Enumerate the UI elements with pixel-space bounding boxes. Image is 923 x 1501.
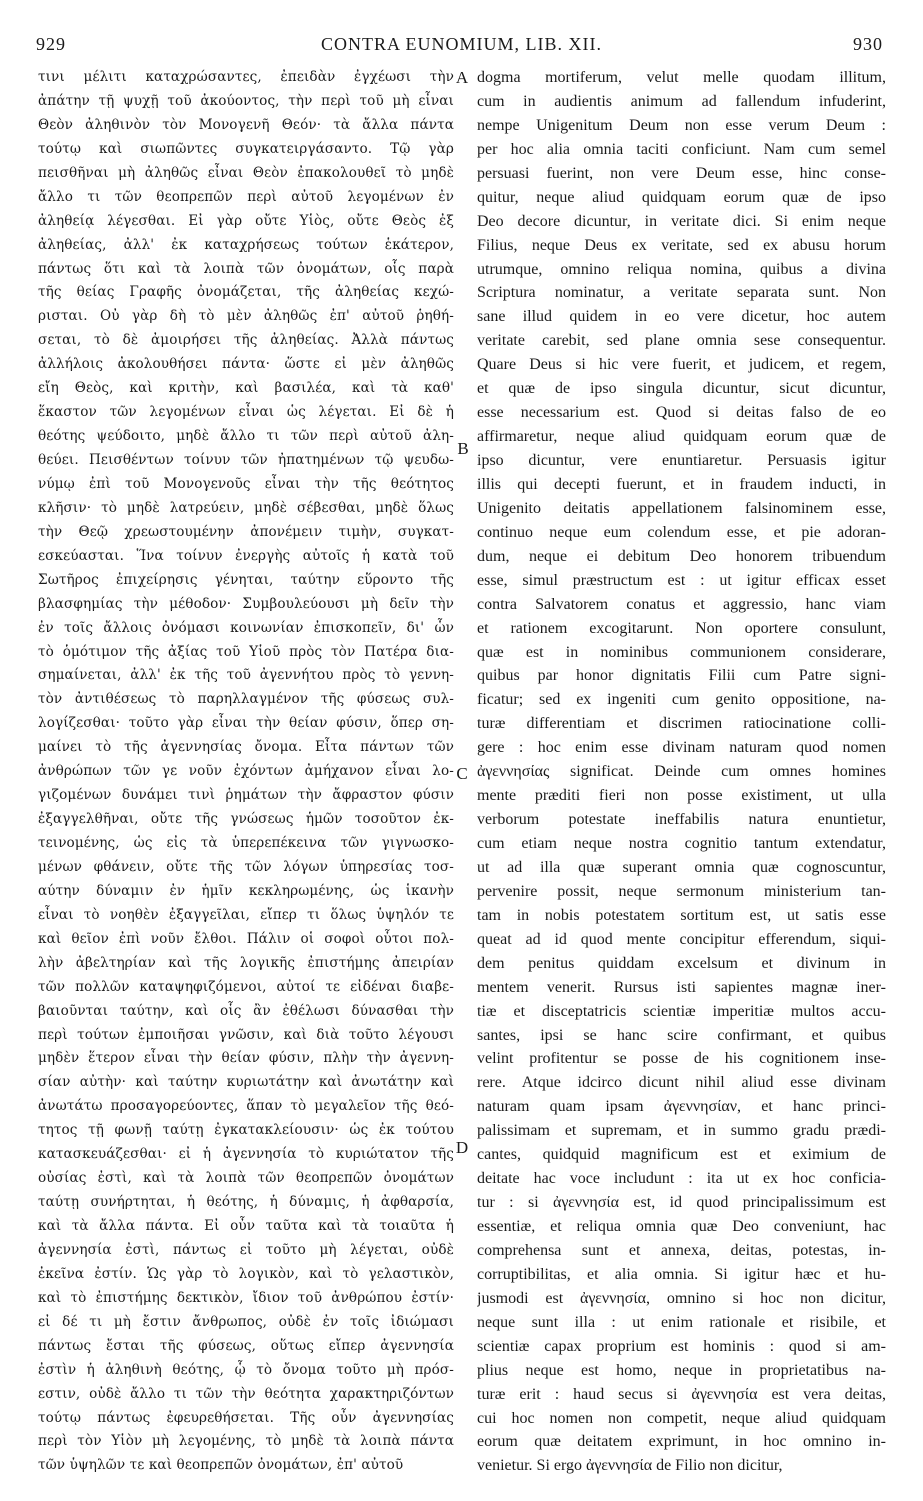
- latin-text-line: ficatur; sed ex ingeniti cum genito oppositione, na-: [477, 691, 886, 709]
- latin-text-line: cantes, quidquid magnificum est et eximium de: [477, 1146, 886, 1164]
- latin-text-line: turæ differentiam et discrimen ratiocinatione colli-: [477, 715, 886, 733]
- latin-text-line: ἀγεννησίας significat. Deinde cum omnes homines: [477, 763, 886, 781]
- latin-text-line: palissimam et supremam, et in summo gradu prædi-: [477, 1122, 886, 1140]
- latin-text-line: ipso dicuntur, vere enuntiaretur. Persuasis igitur: [477, 452, 886, 469]
- greek-text-line: πάντως ὅτι καὶ τὰ λοιπὰ τῶν ὀνομάτων, οἷς παρὰ: [38, 260, 454, 277]
- greek-text-line: τὴν Θεῷ χρεωστουμένην ἀπονέμειν τιμὴν, συγκατ-: [38, 523, 454, 540]
- greek-text-line: πάντως ἔσται τῆς φύσεως, οὕτως εἴπερ ἀγεννησία: [38, 1337, 454, 1354]
- latin-text-line: neque sunt illa : ut enim rationale et risibile, et: [477, 1313, 886, 1331]
- latin-text-line: contra Salvatorem conatus et aggressio, hanc viam: [477, 595, 886, 613]
- latin-text-line: nempe Unigenitum Deum non esse verum Deum :: [477, 116, 886, 134]
- greek-text-line: εστιν, οὐδὲ ἄλλο τι τῶν τὴν θεότητα χαρακτηριζόντων: [38, 1385, 454, 1402]
- latin-text-line: rere. Atque idcirco dicunt nihil aliud esse divinam: [477, 1074, 886, 1092]
- latin-text-line: comprehensa sunt et annexa, deitas, potestas, in-: [477, 1241, 886, 1259]
- greek-text-line: τῶν πολλῶν καταψηφιζόμενοι, αὐτοί τε εἰδέναι διαβε-: [38, 978, 454, 995]
- section-marker-b: B: [457, 439, 469, 458]
- latin-text-line: esse necessarium est. Quod si deitas falso de eo: [477, 404, 886, 422]
- latin-text-line: tiæ et disceptatricis scientiæ imperitiæ multos accu-: [477, 1002, 886, 1020]
- greek-text-line: τούτῳ καὶ σιωπῶντες συγκατειργάσαντο. Τῷ γὰρ: [38, 140, 454, 157]
- greek-text-line: τὸν ἀντιθέσεως τὸ παρηλλαγμένον τῆς φύσεως συλ-: [38, 691, 454, 708]
- greek-text-line: κατασκευάζεσθαι· εἰ ἡ ἀγεννησία τὸ κυριώτατον τῆς: [38, 1146, 454, 1163]
- latin-text-line: mentem venerit. Rursus isti sapientes magnæ iner-: [477, 978, 886, 996]
- latin-text-line: ut ad illa quæ superant omnia quæ cognoscuntur,: [477, 858, 886, 876]
- latin-text-line: jusmodi est ἀγεννησία, omnino si hoc non dicitur,: [477, 1289, 886, 1307]
- latin-text-line: continuo neque eum colendum esse, et pie adoran-: [477, 523, 886, 541]
- greek-text-line: ἐξαγγελθῆναι, οὔτε τῆς γνώσεως ἡμῶν τοσοῦτον ἐκ-: [38, 811, 454, 828]
- latin-text-line: venietur. Si ergo ἀγεννησία de Filio non dicitur,: [477, 1457, 783, 1475]
- greek-text-line: καὶ τὸ ἐπιστήμης δεκτικὸν, ἴδιον τοῦ ἀνθρώπου ἐστίν·: [38, 1289, 454, 1306]
- greek-text-line: καὶ θεῖον ἐπὶ νοῦν ἔλθοι. Πάλιν οἱ σοφοὶ οὗτοι πολ-: [38, 930, 454, 947]
- latin-text-line: tur : si ἀγεννησία est, id quod principalissimum est: [477, 1194, 886, 1212]
- latin-text-line: persuasi fuerint, non vere Deum esse, hinc conse-: [477, 164, 886, 182]
- greek-text-line: ἐκεῖνα ἐστίν. Ὡς γὰρ τὸ λογικὸν, καὶ τὸ γελαστικὸν,: [38, 1265, 454, 1282]
- greek-text-line: τὸ ὁμότιμον τῆς ἀξίας τοῦ Υἱοῦ πρὸς τὸν Πατέρα δια-: [38, 643, 454, 660]
- greek-text-line: ἀλλήλοις ἀκολουθήσει πάντα· ὥστε εἰ μὲν ἀληθῶς: [38, 356, 454, 373]
- latin-text-line: corruptibilitas, et alia omnia. Si igitur hæc et hu-: [477, 1265, 886, 1283]
- greek-text-line: αύτην δύναμιν ἐν ἡμῖν κεκληρωμένης, ὡς ἱκανὴν: [38, 882, 454, 899]
- greek-text-line: κλῆσιν· τὸ μηδὲ λατρεύειν, μηδὲ σέβεσθαι, μηδὲ ὅλως: [38, 499, 454, 516]
- greek-text-line: Θεὸν ἀληθινὸν τὸν Μονογενῆ Θεόν· τὰ ἄλλα πάντα: [38, 116, 454, 133]
- latin-text-line: quæ est in nominibus communionem considerare,: [477, 643, 886, 661]
- greek-text-line: βαιοῦνται ταύτην, καὶ οἷς ἂν ἐθέλωσι δύνασθαι τὴν: [38, 1002, 454, 1019]
- latin-text-line: turæ erit : haud secus si ἀγεννησία est vera deitas,: [477, 1385, 886, 1403]
- greek-text-line: λογίζεσθαι· τοῦτο γὰρ εἶναι τὴν θείαν φύσιν, ὅπερ ση-: [38, 715, 454, 732]
- latin-text-line: dum, neque ei debitum Deo honorem tribuendum: [477, 547, 886, 565]
- latin-text-line: quitur, neque aliud quidquam eorum quæ de ipso: [477, 188, 886, 206]
- latin-text-line: et quæ de ipso singula dicuntur, sicut dicuntur,: [477, 380, 886, 398]
- page-number-right: 930: [853, 34, 883, 54]
- greek-text-line: ἀνωτάτω προσαγορεύοντες, ἅπαν τὸ μεγαλεῖον τῆς θεό-: [38, 1098, 454, 1115]
- latin-text-line: dogma mortiferum, velut melle quodam illitum,: [477, 69, 886, 86]
- section-marker-c: C: [456, 764, 468, 783]
- latin-text-line: per hoc alia omnia taciti conficiunt. Nam cum semel: [477, 140, 886, 158]
- page-number-left: 929: [36, 34, 66, 54]
- latin-text-line: Unigenito deitatis appellationem falsinominem esse,: [477, 499, 886, 517]
- greek-text-line: εἰ δέ τι μὴ ἔστιν ἄνθρωπος, οὐδὲ ἐν τοῖς ἰδιώμασι: [38, 1313, 454, 1330]
- greek-text-line: ἕκαστον τῶν λεγομένων εἶναι ὡς λέγεται. Εἰ δὲ ἡ: [38, 404, 454, 421]
- latin-text-line: gere : hoc enim esse divinam naturam quod nomen: [477, 739, 886, 757]
- latin-text-line: cum in audientis animum ad fallendum infuderint,: [477, 92, 886, 110]
- latin-text-line: verborum potestate ineffabilis natura enuntietur,: [477, 811, 886, 829]
- latin-text-line: tam in nobis potestatem sortitum est, ut satis esse: [477, 906, 886, 924]
- latin-text-line: Filius, neque Deus ex veritate, sed ex abusu horum: [477, 236, 886, 254]
- greek-text-line: βλασφημίας τὴν μέθοδον· Συμβουλεύουσι μὴ δεῖν τὴν: [38, 595, 454, 612]
- latin-text-line: Quare Deus si hic vere fuerit, et judicem, et regem,: [477, 356, 886, 374]
- greek-text-line: μηδὲν ἕτερον εἶναι τὴν θείαν φύσιν, πλὴν τὴν ἀγεννη-: [38, 1050, 454, 1067]
- latin-text-column: [477, 66, 886, 1478]
- latin-text-line: velint profitentur se posse de his cognitionem inse-: [477, 1050, 886, 1068]
- greek-text-line: εἶναι τὸ νοηθὲν ἐξαγγεῖλαι, εἴπερ τι ὅλως ὑψηλόν τε: [38, 906, 454, 923]
- running-title: CONTRA EUNOMIUM, LIB. XII.: [321, 34, 602, 54]
- latin-text-line: pervenire possit, neque sermonum ministerium tan-: [477, 882, 886, 900]
- greek-text-line: περὶ τούτων ἐμποιῆσαι γνῶσιν, καὶ διὰ τοῦτο λέγουσι: [38, 1026, 454, 1043]
- latin-text-line: deitate hac voce includunt : ita ut ex hoc conficia-: [477, 1170, 886, 1188]
- greek-text-line: καὶ τὰ ἄλλα πάντα. Εἰ οὖν ταῦτα καὶ τὰ τοιαῦτα ἡ: [38, 1218, 454, 1234]
- latin-text-line: eorum quæ deitatem exprimunt, in hoc omnino in-: [477, 1433, 886, 1451]
- greek-text-line: σημαίνεται, ἀλλ' ἐκ τῆς τοῦ ἀγεννήτου πρὸς τὸ γεννη-: [38, 667, 454, 684]
- greek-text-line: τητος τῇ φωνῇ ταύτῃ ἐγκατακλείουσιν· ὡς ἐκ τούτου: [38, 1122, 454, 1139]
- latin-text-line: mente præditi fieri non posse existiment, ut ulla: [477, 787, 886, 805]
- latin-text-line: naturam quam ipsam ἀγεννησίαν, et hanc princi-: [477, 1098, 886, 1116]
- greek-text-line: θεύει. Πεισθέντων τοίνυν τῶν ἠπατημένων τῷ ψευδω-: [38, 452, 454, 468]
- latin-text-line: sane illud quidem in eo vere dicetur, hoc autem: [477, 308, 886, 326]
- latin-text-line: scientiæ capax proprium est hominis : quod si am-: [477, 1337, 886, 1355]
- latin-text-line: Deo decore dicuntur, in veritate dici. Si enim neque: [477, 212, 886, 230]
- greek-text-line: ἀπάτην τῇ ψυχῇ τοῦ ἀκούοντος, τὴν περὶ τοῦ μὴ εἶναι: [38, 92, 454, 109]
- greek-text-column: [38, 66, 454, 1478]
- greek-text-line: λὴν ἀβελτηρίαν καὶ τῆς λογικῆς ἐπιστήμης ἀπειρίαν: [38, 954, 454, 971]
- greek-text-line: ἀνθρώπων τῶν γε νοῦν ἐχόντων ἀμήχανον εἶναι λο-: [38, 763, 454, 780]
- greek-text-line: ἀληθείας, ἀλλ' ἐκ καταχρήσεως τούτων ἑκάτερον,: [38, 236, 454, 253]
- latin-text-line: Scriptura nominatur, a veritate separata sunt. Non: [477, 284, 886, 302]
- greek-text-line: εσκεύασται. Ἵνα τοίνυν ἐνεργὴς αὐτοῖς ἡ κατὰ τοῦ: [38, 547, 454, 564]
- latin-text-line: santes, ipsi se hanc scire confirmant, et quibus: [477, 1026, 886, 1044]
- greek-text-line: ἐν τοῖς ἄλλοις ὀνόμασι κοινωνίαν ἐπισκοπεῖν, δι' ὧν: [38, 619, 454, 636]
- greek-text-line: γιζομένων δυνάμει τινὶ ῥημάτων τὴν ἄφραστον φύσιν: [38, 787, 454, 804]
- greek-text-line: ἄλλο τι τῶν θεοπρεπῶν περὶ αὐτοῦ λεγομένων ἐν: [38, 188, 454, 205]
- latin-text-line: utrumque, omnino reliqua nomina, quibus a divina: [477, 260, 886, 278]
- greek-text-line: περὶ τὸν Υἱὸν μὴ λεγομένης, τὸ μηδὲ τὰ λοιπὰ πάντα: [38, 1433, 454, 1450]
- greek-text-line: σίαν αὐτὴν· καὶ ταύτην κυριωτάτην καὶ ἀνωτάτην καὶ: [38, 1074, 454, 1091]
- greek-text-line: ταύτῃ συνήρτηται, ἡ θεότης, ἡ δύναμις, ἡ ἀφθαρσία,: [38, 1194, 454, 1211]
- latin-text-line: quibus par honor dignitatis Filii cum Patre signi-: [477, 667, 886, 685]
- running-header: [0, 30, 923, 60]
- latin-text-line: et rationem excogitarunt. Non oportere consulunt,: [477, 619, 886, 637]
- greek-text-line: ἐστὶν ἡ ἀληθινὴ θεότης, ᾧ τὸ ὄνομα τοῦτο μὴ πρόσ-: [38, 1361, 454, 1378]
- greek-text-line: θεότης ψεύδοιτο, μηδὲ ἄλλο τι τῶν περὶ αὐτοῦ ἀλη-: [38, 428, 454, 445]
- greek-text-line: μένων φθάνειν, οὔτε τῆς τῶν λόγων ὑπηρεσίας τοσ-: [38, 858, 454, 875]
- latin-text-line: illis qui decepti fuerunt, et in fraudem inducti, in: [477, 475, 886, 493]
- greek-text-line: σεται, τὸ δὲ ἀμοιρήσει τῆς ἀληθείας. Ἀλλὰ πάντως: [38, 332, 454, 349]
- latin-text-line: affirmaretur, neque aliud quidquam eorum quæ de: [477, 428, 886, 446]
- latin-text-line: plius neque est homo, neque in proprietatibus na-: [477, 1361, 886, 1379]
- greek-text-line: τεινομένης, ὡς εἰς τὰ ὑπερεπέκεινα τῶν γιγνωσκο-: [38, 835, 454, 851]
- greek-text-line: τούτῳ πάντως ἐφευρεθήσεται. Τῆς οὖν ἀγεννησίας: [38, 1409, 454, 1426]
- greek-text-line: τινι μέλιτι καταχρώσαντες, ἐπειδὰν ἐγχέωσι τὴν: [38, 69, 454, 85]
- greek-text-line: νύμῳ ἐπὶ τοῦ Μονογενοῦς εἶναι τὴν τῆς θεότητος: [38, 475, 454, 492]
- section-marker-a: A: [455, 68, 469, 87]
- greek-text-line: ἀγεννησία ἐστὶ, πάντως εἰ τοῦτο μὴ λέγεται, οὐδὲ: [38, 1241, 454, 1258]
- latin-text-line: essentiæ, et reliqua omnia quæ Deo conveniunt, hac: [477, 1218, 886, 1235]
- greek-text-line: ἀληθείᾳ λέγεσθαι. Εἰ γὰρ οὔτε Υἱὸς, οὔτε Θεὸς ἐξ: [38, 212, 454, 229]
- greek-text-line: τῆς θείας Γραφῆς ὀνομάζεται, τῆς ἀληθείας κεχώ-: [38, 284, 454, 301]
- greek-text-line: εἴη Θεὸς, καὶ κριτὴν, καὶ βασιλέα, καὶ τὰ καθ': [38, 380, 454, 397]
- greek-text-line: μαίνει τὸ τῆς ἀγεννησίας ὄνομα. Εἶτα πάντων τῶν: [38, 739, 454, 756]
- section-marker-d: D: [455, 1138, 469, 1157]
- latin-text-line: cum etiam neque nostra cognitio tantum extendatur,: [477, 835, 886, 852]
- greek-text-line: τῶν ὑψηλῶν τε καὶ θεοπρεπῶν ὀνομάτων, ἐπ' αὐτοῦ: [38, 1457, 404, 1474]
- latin-text-line: queat ad id quod mente concipitur efferendum, siqui-: [477, 930, 886, 948]
- greek-text-line: οὐσίας ἐστὶ, καὶ τὰ λοιπὰ τῶν θεοπρεπῶν ὀνομάτων: [38, 1170, 454, 1187]
- greek-text-line: Σωτῆρος ἐπιχείρησις γένηται, ταύτην εὕροντο τῆς: [38, 571, 454, 588]
- latin-text-line: veritate carebit, sed plane omnia sese consequentur.: [477, 332, 886, 350]
- latin-text-line: esse, simul præstructum est : ut igitur efficax esset: [477, 571, 886, 589]
- greek-text-line: πεισθῆναι μὴ ἀληθῶς εἶναι Θεὸν ἐπακολουθεῖ τὸ μηδὲ: [38, 164, 454, 181]
- latin-text-line: cui hoc nomen non competit, neque aliud quidquam: [477, 1409, 886, 1427]
- greek-text-line: ρισται. Οὐ γὰρ δὴ τὸ μὲν ἀληθῶς ἐπ' αὐτοῦ ῥηθή-: [38, 308, 454, 325]
- latin-text-line: dem penitus quiddam excelsum et divinum in: [477, 954, 886, 972]
